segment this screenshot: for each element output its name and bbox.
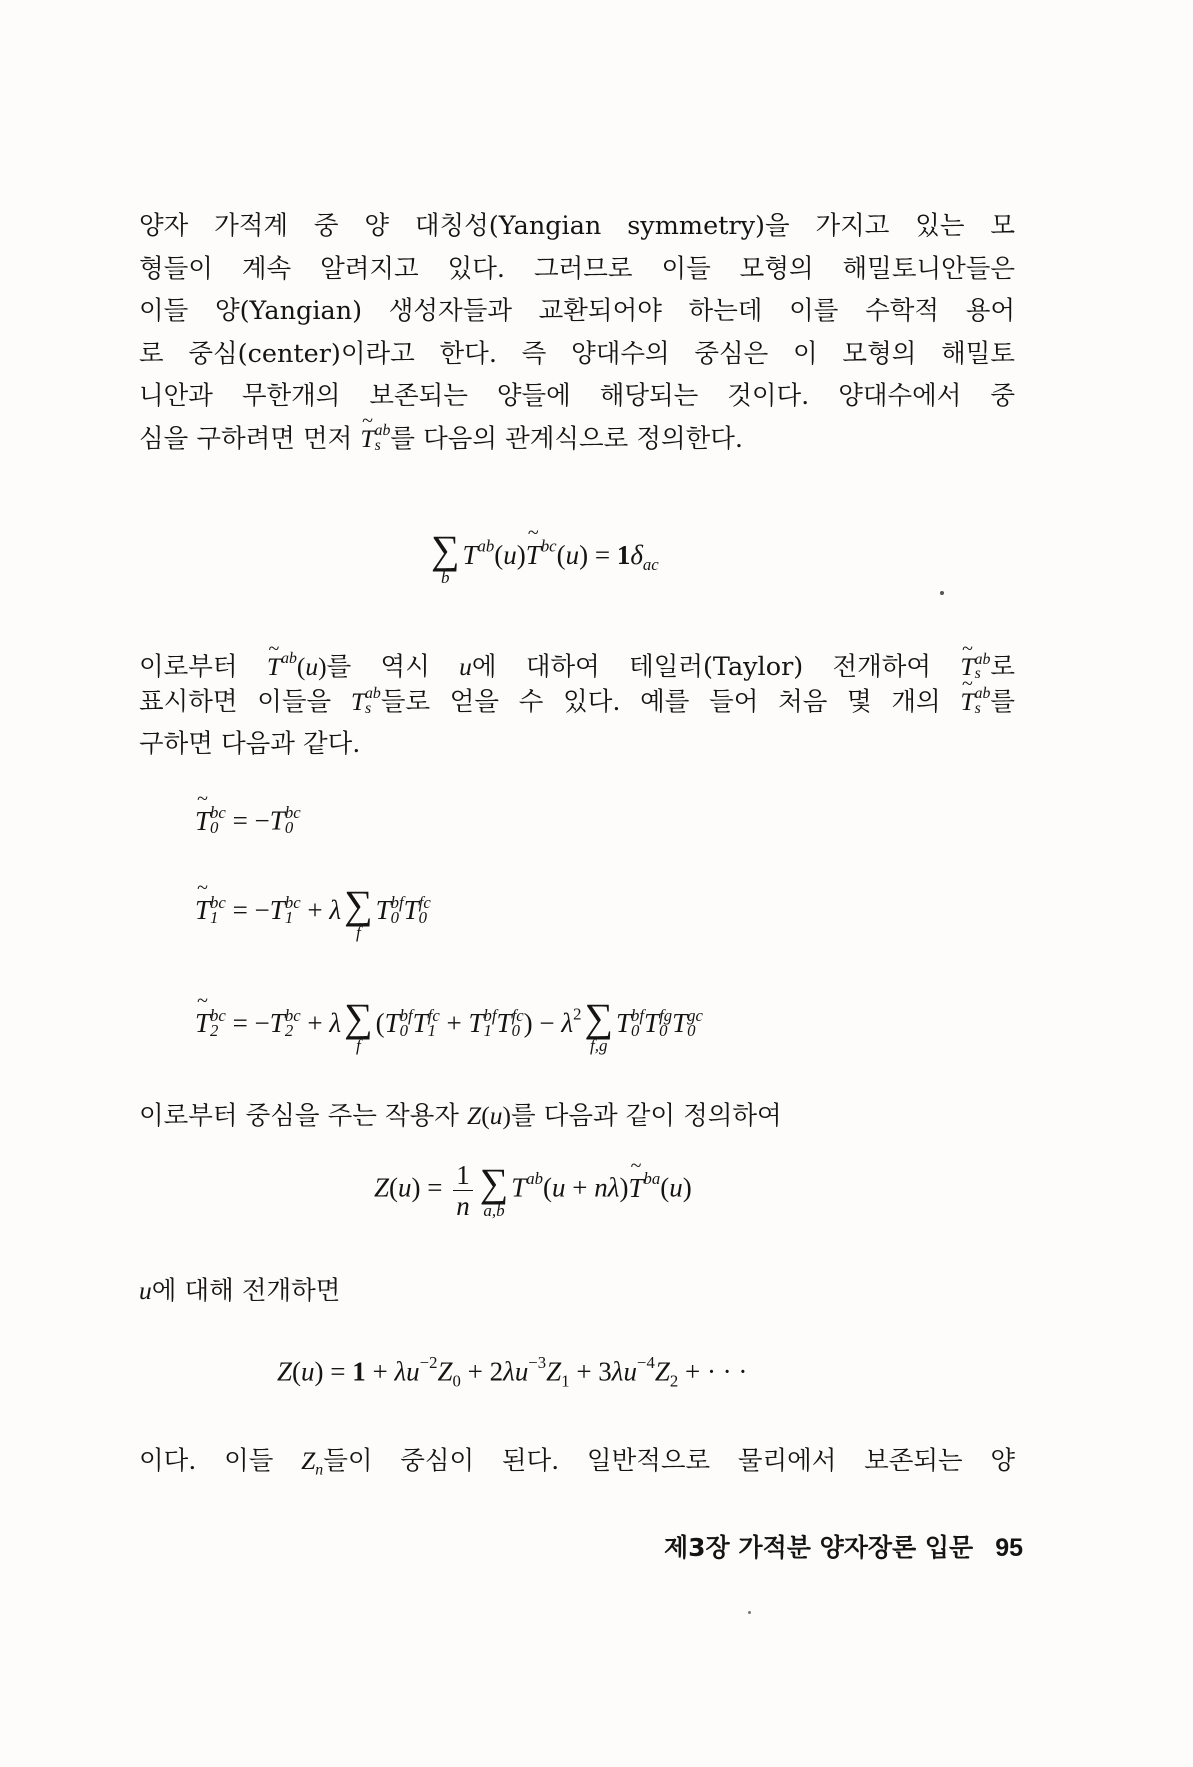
speck	[940, 591, 944, 595]
paragraph-intro	[139, 205, 1015, 460]
text-segment: 로	[990, 651, 1016, 682]
equation-t2: ~ T bc 2 = −T bc 2 + λ ∑ f (T bf 0 T fc 1 + T bf 1 T fc 0 ) − $\lambda^2$ ∑ f,g T bf 0 T fg 0 T gc 0	[195, 998, 703, 1054]
page-footer	[664, 1528, 1023, 1564]
chapter-title: 제3장 가적분 양자장론 입문	[664, 1533, 974, 1562]
paragraph-z-def	[139, 1095, 1015, 1138]
text-segment: 표시하면 이들을	[139, 686, 332, 717]
text-segment: 를	[990, 686, 1015, 717]
page-number: 95	[995, 1534, 1023, 1562]
text-segment: 에 대하여 테일러(Taylor) 전개하여	[471, 651, 932, 682]
text-line: 양자 가적계 중 양 대칭성(Yangian symmetry)을 가지고 있는 모	[139, 211, 1015, 241]
text-line: 이로부터 ~ $T^{ab}(u)$를 역시 u에 대하여 테일러(Taylor) 전개하여 ~ T ab s 로	[139, 638, 1015, 681]
text-line: 이로부터 중심을 주는 작용자 Z(u)를 다음과 같이 정의하여	[139, 1101, 782, 1131]
text-line: 표시하면 이들을 T ab s 들로 얻을 수 있다. 예를 들어 처음 몇 개의 ~ T ab s 를	[139, 681, 1015, 724]
text-line: 니안과 무한개의 보존되는 양들에 해당되는 것이다. 양대수에서 중	[139, 381, 1015, 411]
text-line	[139, 418, 1015, 461]
text-segment: 를 다음과 같이 정의하여	[510, 1101, 782, 1131]
text-segment: 를 다음의 관계식으로 정의한다.	[390, 423, 744, 454]
text-line: 이들 양(Yangian) 생성자들과 교환되어야 하는데 이를 수학적 용어	[139, 296, 1015, 326]
text-line: u에 대해 전개하면	[139, 1276, 341, 1306]
text-segment: 이다. 이들	[139, 1446, 274, 1476]
text-segment: 들로 얻을 수 있다. 예를 들어 처음 몇 개의	[380, 686, 941, 717]
paragraph-taylor	[139, 638, 1015, 766]
text-line: 이다. 이들 $Z_n$들이 중심이 된다. 일반적으로 물리에서 보존되는 양	[139, 1446, 1015, 1479]
equation-expansion: $Z(u) = 1 + \lambda u^{-2}Z_0 + 2\lambda u^{-3}Z_1 + 3\lambda u^{-4}Z_2$ + · · ·	[277, 1353, 748, 1391]
text-line: 구하면 다음과 같다.	[139, 729, 361, 759]
text-segment: 를 역시	[326, 651, 430, 682]
equation-z: Z(u) = $\frac{1}{n}$ ∑ a,b $T^{ab}(u$ + nλ)~ $T^{ba}(u)$	[374, 1160, 692, 1221]
text-segment: 에 대해 전개하면	[151, 1276, 341, 1306]
text-line: 형들이 계속 알려지고 있다. 그러므로 이들 모형의 해밀토니안들은	[139, 253, 1015, 284]
text-line: 로 중심(center)이라고 한다. 즉 양대수의 중심은 이 모형의 해밀토	[139, 338, 1015, 369]
paragraph-expand	[139, 1270, 1015, 1313]
text-segment: 이로부터	[139, 651, 238, 682]
text-segment: 이로부터 중심을 주는 작용자	[139, 1101, 459, 1131]
paragraph-centers	[139, 1440, 1015, 1483]
math-inline: ~ T ab s	[360, 424, 390, 453]
equation-t1: ~ T bc 1 = −T bc 1 + λ ∑ f T bf 0 T fc 0	[195, 885, 431, 941]
equation-definition: ∑ b $T^{ab}(u)\sim$ $T^{bc}(u) = 1\delta_{ac}$	[428, 530, 659, 586]
text-segment: 들이 중심이 된다. 일반적으로 물리에서 보존되는 양	[323, 1446, 1015, 1476]
equation-t0: ~ T bc 0 = −T bc 0	[195, 805, 301, 837]
speck	[748, 1611, 751, 1614]
text-segment: 심을 구하려면 먼저	[139, 423, 353, 454]
